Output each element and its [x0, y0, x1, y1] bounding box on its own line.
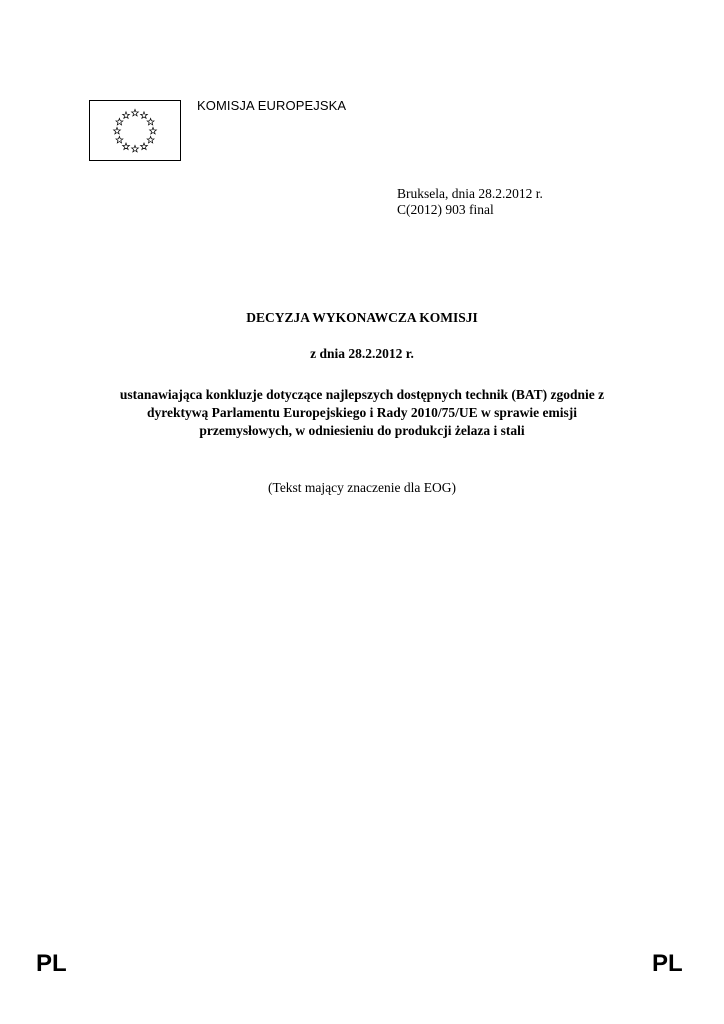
star-icon: [123, 112, 130, 119]
language-code-left: PL: [36, 950, 67, 977]
star-icon: [123, 143, 130, 150]
institution-name: KOMISJA EUROPEJSKA: [197, 98, 347, 113]
star-icon: [132, 109, 139, 116]
subject-line: dyrektywą Parlamentu Europejskiego i Rady 2010/75/UE w sprawie emisji: [147, 405, 577, 420]
subject-line: przemysłowych, w odniesieniu do produkcji żelaza i stali: [199, 423, 525, 438]
document-reference: C(2012) 903 final: [397, 202, 494, 217]
eea-relevance-note: (Tekst mający znaczenie dla EOG): [268, 480, 456, 495]
document-meta: [397, 186, 543, 218]
star-icon: [116, 118, 123, 125]
star-icon: [132, 145, 139, 152]
document-subject: [0, 386, 724, 440]
star-icon: [150, 127, 157, 134]
star-icon: [147, 118, 154, 125]
language-code-right: PL: [652, 950, 683, 977]
document-title: DECYZJA WYKONAWCZA KOMISJI: [246, 310, 478, 325]
subject-line: ustanawiająca konkluzje dotyczące najlepszych dostępnych technik (BAT) zgodnie z: [119, 387, 605, 402]
star-icon: [141, 143, 148, 150]
document-date: z dnia 28.2.2012 r.: [310, 346, 414, 361]
star-icon: [114, 127, 121, 134]
star-icon: [141, 112, 148, 119]
eu-flag-stars-icon: [90, 101, 180, 160]
place-date: Bruksela, dnia 28.2.2012 r.: [397, 186, 543, 201]
star-icon: [147, 136, 154, 143]
eu-logo: [89, 100, 181, 161]
star-icon: [116, 136, 123, 143]
